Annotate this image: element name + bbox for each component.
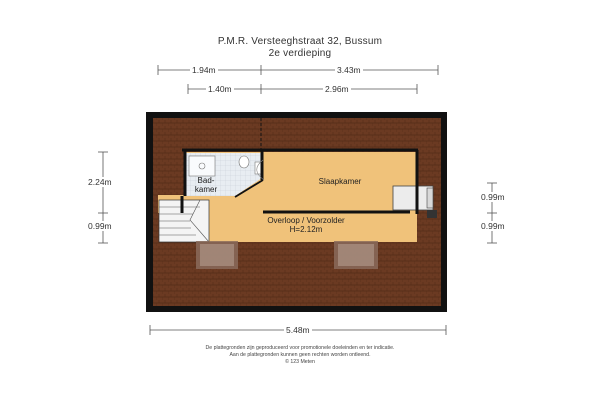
floor-title: 2e verdieping [268,48,332,59]
landing-label-line2: H=2.12m [289,225,323,234]
dim-inner-left: 1.40m [208,84,232,94]
toilet [239,156,249,168]
dim-left-upper: 2.24m [88,177,112,187]
bathroom-label-line1: Bad- [197,176,215,185]
dim-inner-right: 2.96m [325,84,349,94]
bed [393,186,433,210]
dim-top-left: 1.94m [192,65,216,75]
staircase [159,200,209,242]
dim-right-lower: 0.99m [481,221,505,231]
disclaimer-line1: De plattegronden zijn geproduceerd voor promotionele doeleinden en ter indicatie. [205,345,395,351]
disclaimer-line2: Aan de plattegronden kunnen geen rechten worden ontleend. [229,352,371,358]
copyright: © 123 Meten [285,359,315,365]
sink [255,162,261,174]
furniture-block [427,210,437,218]
shower-tray [189,156,215,176]
room-label-bedroom: Slaapkamer [318,177,362,186]
bathroom-label-line2: kamer [194,185,218,194]
dim-bottom: 5.48m [286,325,310,335]
address-title: P.M.R. Versteeghstraat 32, Bussum [217,36,383,47]
dim-top-right: 3.43m [337,65,361,75]
dim-right-upper: 0.99m [481,192,505,202]
room-label-landing [238,216,374,234]
dim-left-lower: 0.99m [88,221,112,231]
room-label-bathroom [188,176,224,194]
landing-label-line1: Overloop / Voorzolder [267,216,345,225]
